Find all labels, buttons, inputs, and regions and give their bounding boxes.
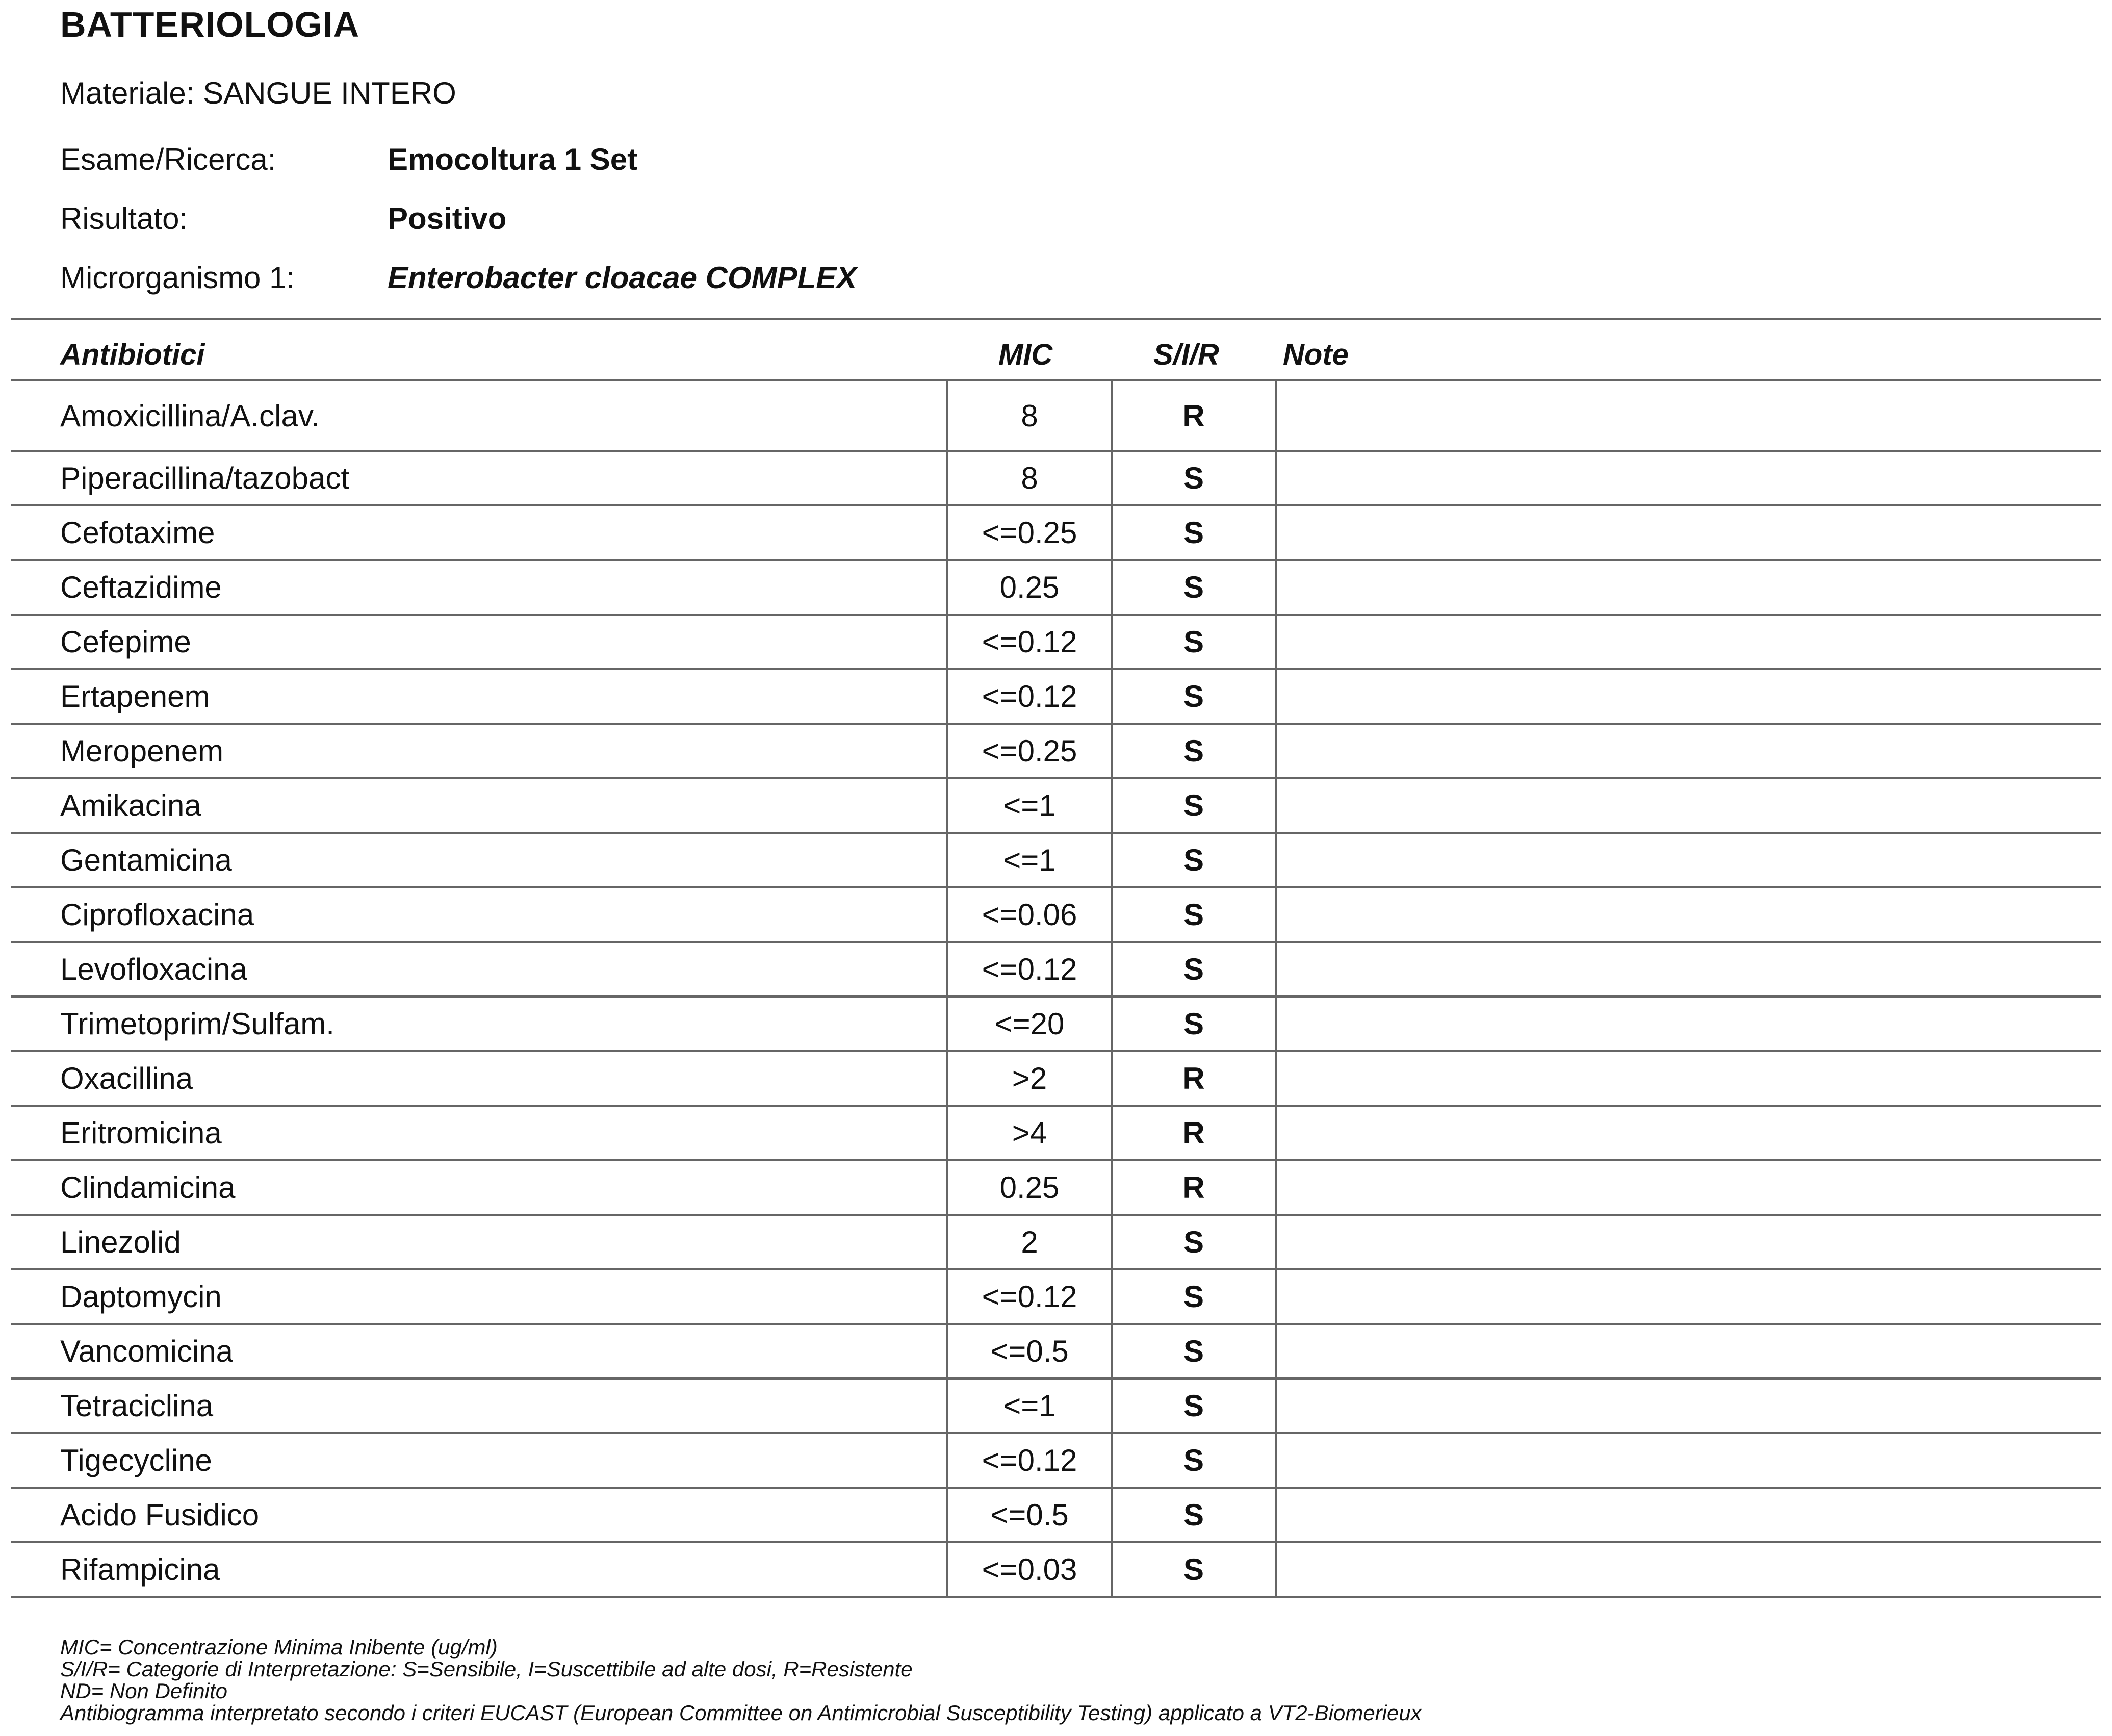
note-cell [1276,1269,2101,1324]
table-row [11,1269,2101,1324]
note-cell [1276,1160,2101,1215]
mic-value-cell: >2 [947,1051,1112,1106]
header-sir: S/I/R [1153,338,1219,371]
table-row [11,1488,2101,1542]
sir-category-cell: S [1112,1378,1276,1433]
exam-label: Esame/Ricerca: [60,142,276,176]
mic-value-cell: <=0.06 [947,887,1112,942]
antibiogram-table [11,381,2101,1598]
sir-category-cell: R [1112,1160,1276,1215]
mic-value-cell: <=0.03 [947,1542,1112,1597]
table-row [11,942,2101,997]
sir-category-cell: S [1112,942,1276,997]
antibiotic-name-cell: Clindamicina [11,1160,947,1215]
table-row [11,1378,2101,1433]
organism-value: Enterobacter cloacae COMPLEX [388,261,857,295]
antibiotic-name-cell: Rifampicina [11,1542,947,1597]
mic-value-cell: <=0.5 [947,1324,1112,1378]
header-note: Note [1283,338,1349,371]
sir-category-cell: S [1112,1433,1276,1488]
table-header [0,319,2112,380]
note-cell [1276,560,2101,615]
mic-value-cell: <=0.12 [947,615,1112,669]
table-row [11,1324,2101,1378]
sir-category-cell: S [1112,778,1276,833]
antibiotic-name-cell: Amikacina [11,778,947,833]
mic-value-cell: 0.25 [947,1160,1112,1215]
antibiotic-name-cell: Meropenem [11,724,947,778]
note-cell [1276,1215,2101,1269]
table-row [11,833,2101,887]
sir-category-cell: R [1112,381,1276,451]
note-cell [1276,887,2101,942]
mic-value-cell: <=0.12 [947,1433,1112,1488]
note-cell [1276,1488,2101,1542]
mic-value-cell: <=0.12 [947,942,1112,997]
sir-category-cell: R [1112,1106,1276,1160]
antibiotic-name-cell: Eritromicina [11,1106,947,1160]
note-cell [1276,615,2101,669]
mic-value-cell: 8 [947,381,1112,451]
note-cell [1276,381,2101,451]
footnote-mic: MIC= Concentrazione Minima Inibente (ug/ml) [60,1635,498,1659]
table-row [11,724,2101,778]
antibiotic-name-cell: Daptomycin [11,1269,947,1324]
antibiotic-name-cell: Amoxicillina/A.clav. [11,381,947,451]
table-row [11,1215,2101,1269]
note-cell [1276,724,2101,778]
sir-category-cell: S [1112,451,1276,505]
table-row [11,997,2101,1051]
mic-value-cell: <=0.25 [947,505,1112,560]
sir-category-cell: S [1112,1488,1276,1542]
note-cell [1276,451,2101,505]
note-cell [1276,1051,2101,1106]
header-mic: MIC [998,338,1053,371]
sir-category-cell: S [1112,997,1276,1051]
antibiotic-name-cell: Cefotaxime [11,505,947,560]
antibiotic-name-cell: Trimetoprim/Sulfam. [11,997,947,1051]
note-cell [1276,1324,2101,1378]
note-cell [1276,833,2101,887]
antibiotic-name-cell: Acido Fusidico [11,1488,947,1542]
sir-category-cell: R [1112,1051,1276,1106]
note-cell [1276,1433,2101,1488]
table-row [11,1542,2101,1597]
sir-category-cell: S [1112,1215,1276,1269]
table-row [11,615,2101,669]
footnote-nd: ND= Non Definito [60,1679,227,1703]
sir-category-cell: S [1112,505,1276,560]
sir-category-cell: S [1112,1269,1276,1324]
mic-value-cell: <=1 [947,778,1112,833]
mic-value-cell: <=0.25 [947,724,1112,778]
note-cell [1276,997,2101,1051]
report-title: BATTERIOLOGIA [60,5,360,44]
mic-value-cell: 0.25 [947,560,1112,615]
table-row [11,451,2101,505]
table-row [11,560,2101,615]
note-cell [1276,505,2101,560]
material-text: Materiale: SANGUE INTERO [60,76,456,110]
mic-value-cell: <=20 [947,997,1112,1051]
table-row [11,778,2101,833]
organism-label: Microrganismo 1: [60,261,295,295]
footnote-sir: S/I/R= Categorie di Interpretazione: S=Sensibile, I=Suscettibile ad alte dosi, R=Resistente [60,1657,913,1681]
antibiotic-name-cell: Ceftazidime [11,560,947,615]
antibiotic-name-cell: Piperacillina/tazobact [11,451,947,505]
antibiotic-name-cell: Tetraciclina [11,1378,947,1433]
note-cell [1276,1106,2101,1160]
result-value: Positivo [388,201,507,236]
antibiotic-name-cell: Gentamicina [11,833,947,887]
antibiotic-name-cell: Tigecycline [11,1433,947,1488]
mic-value-cell: <=1 [947,1378,1112,1433]
antibiotic-name-cell: Cefepime [11,615,947,669]
antibiotic-name-cell: Vancomicina [11,1324,947,1378]
footnote-eucast: Antibiogramma interpretato secondo i criteri EUCAST (European Committee on Antimicrobial Susceptibility Testing) applicato a VT2-Biomerieux [60,1701,1422,1725]
table-row [11,669,2101,724]
note-cell [1276,942,2101,997]
note-cell [1276,1542,2101,1597]
antibiogram-body [11,381,2101,1597]
header-antibiotics: Antibiotici [60,338,205,371]
sir-category-cell: S [1112,887,1276,942]
table-row [11,887,2101,942]
footnotes [60,1636,1422,1724]
sir-category-cell: S [1112,1542,1276,1597]
antibiotic-name-cell: Ciprofloxacina [11,887,947,942]
antibiotic-name-cell: Levofloxacina [11,942,947,997]
table-row [11,1433,2101,1488]
sir-category-cell: S [1112,1324,1276,1378]
table-row [11,381,2101,451]
mic-value-cell: <=0.12 [947,669,1112,724]
mic-value-cell: <=0.12 [947,1269,1112,1324]
sir-category-cell: S [1112,724,1276,778]
result-label: Risultato: [60,201,188,236]
table-row [11,1051,2101,1106]
table-row [11,505,2101,560]
mic-value-cell: 2 [947,1215,1112,1269]
sir-category-cell: S [1112,833,1276,887]
antibiotic-name-cell: Oxacillina [11,1051,947,1106]
antibiotic-name-cell: Linezolid [11,1215,947,1269]
sir-category-cell: S [1112,560,1276,615]
mic-value-cell: 8 [947,451,1112,505]
note-cell [1276,778,2101,833]
table-row [11,1106,2101,1160]
sir-category-cell: S [1112,669,1276,724]
sir-category-cell: S [1112,615,1276,669]
note-cell [1276,669,2101,724]
mic-value-cell: <=0.5 [947,1488,1112,1542]
exam-value: Emocoltura 1 Set [388,142,638,176]
mic-value-cell: >4 [947,1106,1112,1160]
note-cell [1276,1378,2101,1433]
mic-value-cell: <=1 [947,833,1112,887]
antibiotic-name-cell: Ertapenem [11,669,947,724]
table-row [11,1160,2101,1215]
